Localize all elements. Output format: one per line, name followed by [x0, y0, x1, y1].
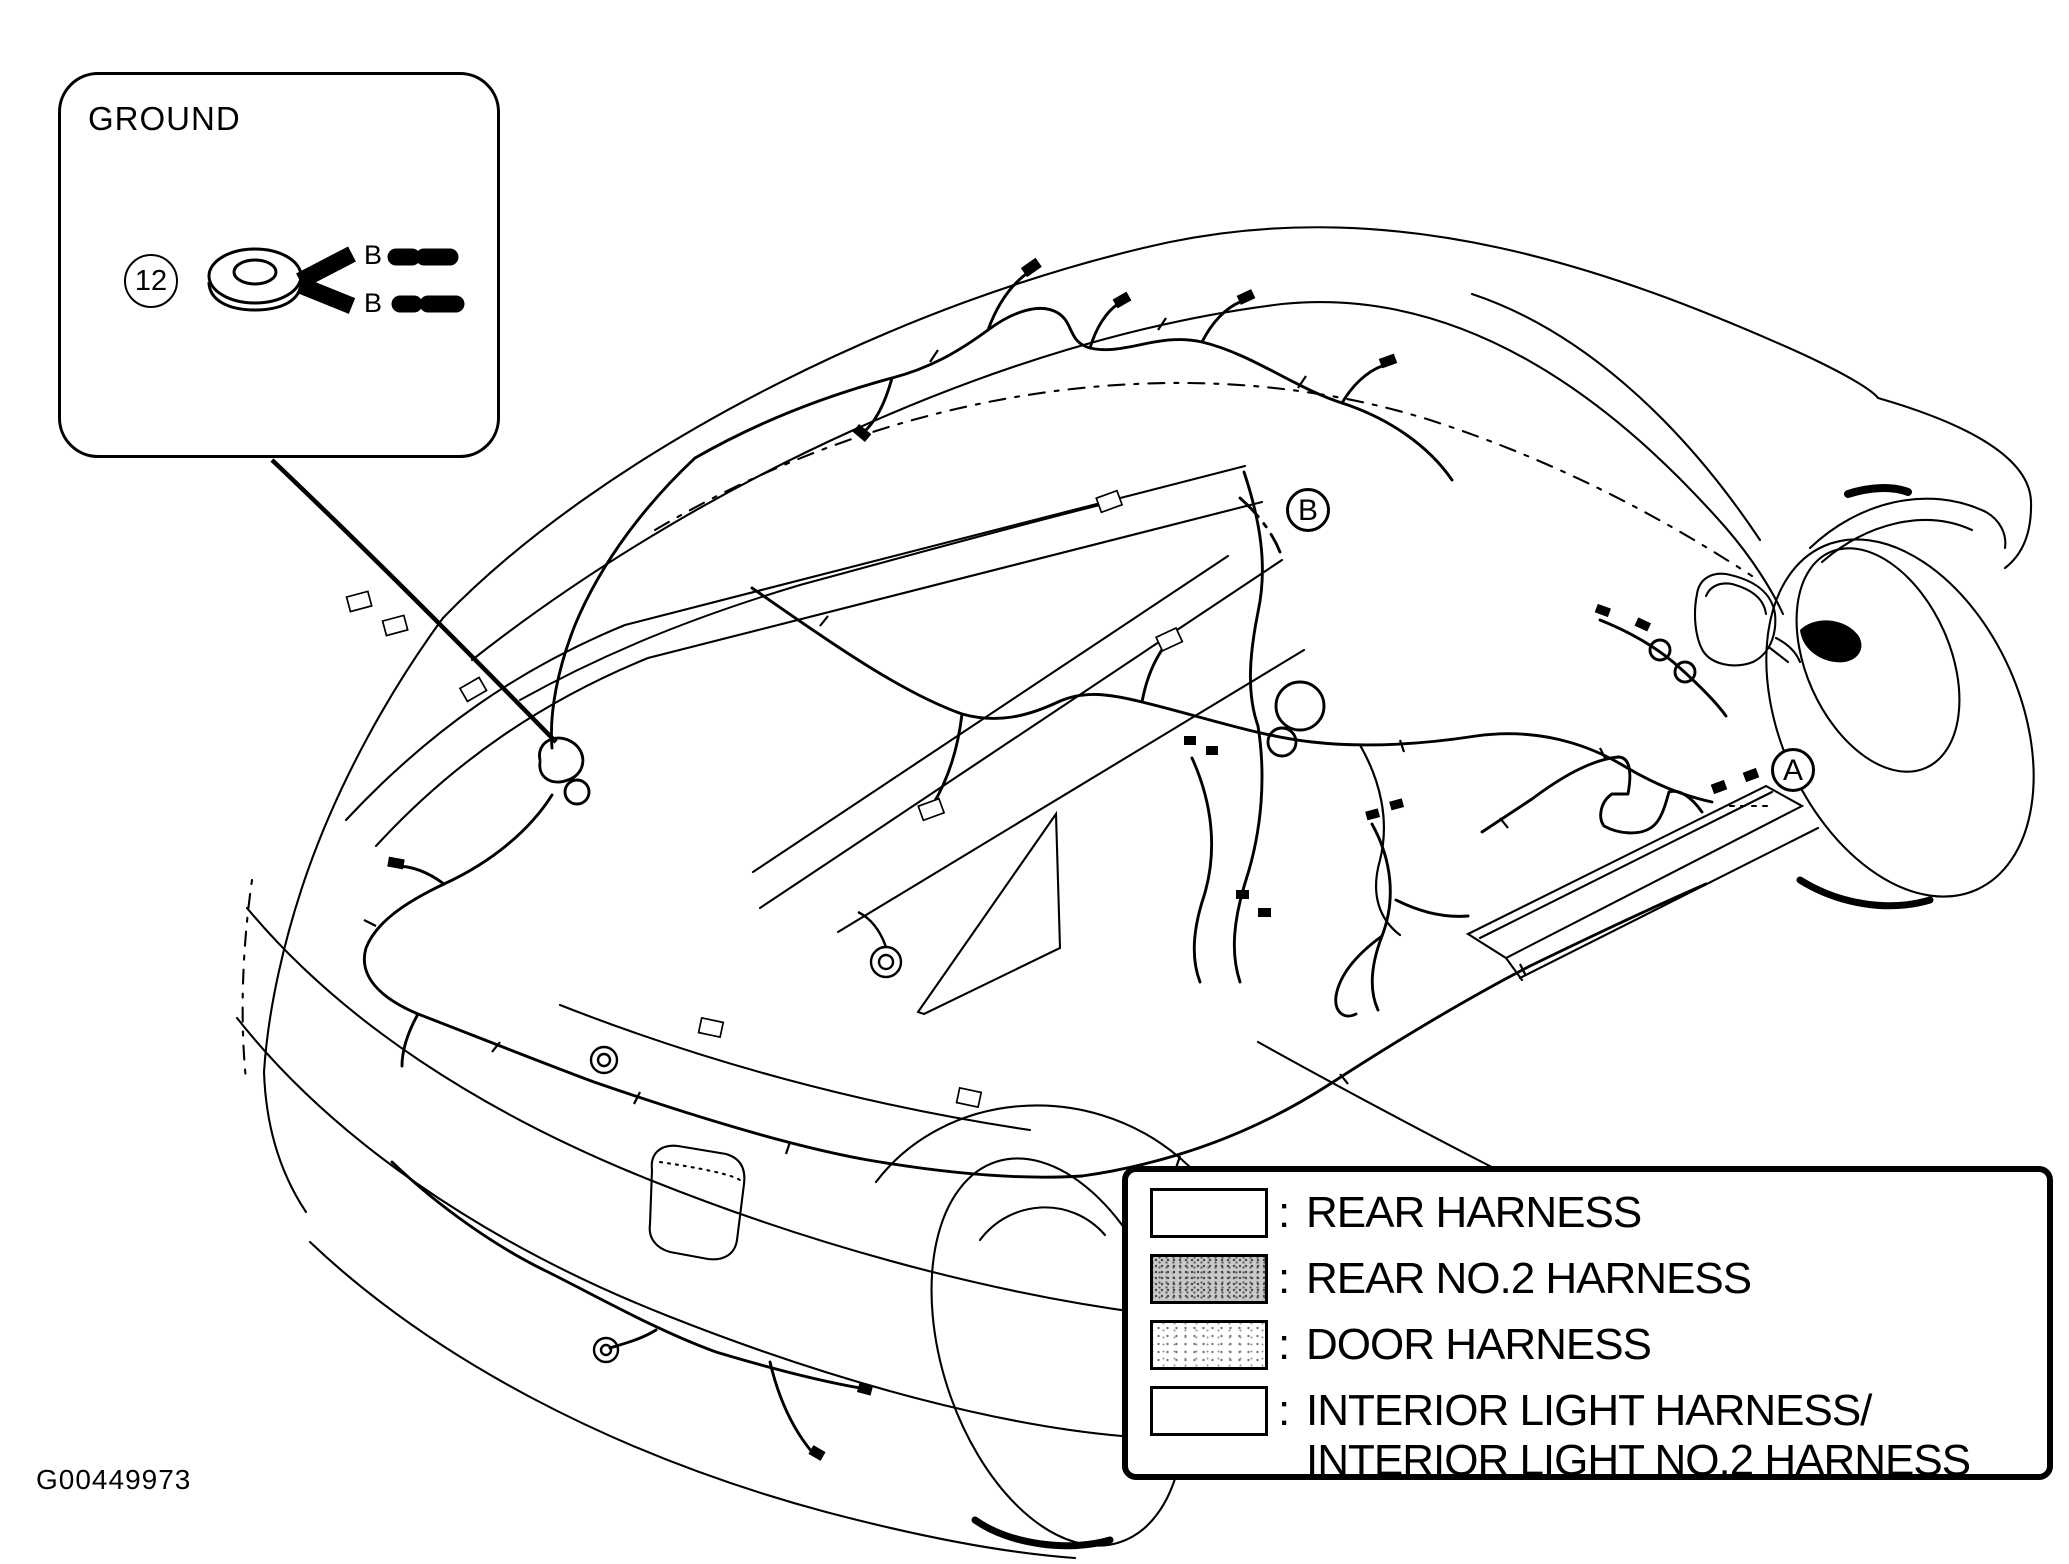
legend-colon: : — [1278, 1188, 1291, 1237]
rear-bumper-arc-3 — [310, 1242, 1075, 1558]
connector-block — [1743, 768, 1760, 782]
grommet — [598, 1054, 610, 1066]
side-mirror-inner-line — [1706, 584, 1766, 615]
mid-harness-branch — [1142, 644, 1166, 702]
legend-label-rear-harness: REAR HARNESS — [1306, 1188, 1642, 1237]
connector-block — [1258, 908, 1271, 917]
cowl-harness-loop — [1650, 640, 1670, 660]
connector-block — [460, 677, 487, 701]
ground-knot-loop — [565, 780, 589, 804]
connector-block — [387, 857, 404, 870]
ground-box-title: GROUND — [88, 100, 241, 137]
center-floor-harness — [1192, 758, 1212, 982]
taillight-outline — [650, 1146, 745, 1260]
cowl-harness — [1600, 620, 1726, 716]
connector-block — [383, 615, 408, 635]
fender-shading — [1848, 488, 1908, 494]
rear-bumper-harness — [392, 1162, 860, 1388]
floor-harness-to-front — [1082, 884, 1706, 1176]
connector-block — [1711, 780, 1728, 794]
front-door-sill-band — [1468, 786, 1802, 958]
connector-block — [1389, 798, 1404, 810]
body-silhouette-roof-hood — [443, 227, 2031, 618]
door-harness-swatch — [1150, 1320, 1268, 1370]
legend-label-interior-light-no2-harness: INTERIOR LIGHT NO.2 HARNESS — [1306, 1436, 1971, 1485]
legend-label-interior-light-harness: INTERIOR LIGHT HARNESS/ — [1306, 1386, 1872, 1435]
connector-block — [957, 1088, 982, 1107]
harness-bracket-blob — [1800, 620, 1861, 662]
grommet — [879, 955, 893, 969]
grommet — [594, 1338, 618, 1362]
bpillar-harness-loop — [1268, 728, 1296, 756]
pillar-harness-descent — [551, 458, 695, 748]
bpillar-harness-loop — [1276, 682, 1324, 730]
ground-wire-label-bottom: B — [364, 288, 383, 318]
connector-block — [1206, 746, 1218, 755]
door-window-outline — [918, 814, 1060, 1014]
connector-block — [918, 799, 944, 821]
roof-drip-rail-dashdot — [655, 383, 1752, 576]
connector-block — [1635, 617, 1651, 631]
callout-circle-b: B — [1286, 488, 1330, 532]
connector-block — [699, 1018, 724, 1037]
ground-knot-loop — [539, 738, 582, 782]
windshield-pillar-line — [1472, 294, 1760, 540]
body-near-roof-edge — [472, 302, 1783, 660]
grommet — [591, 1047, 617, 1073]
interior-light-harness-swatch — [1150, 1386, 1268, 1436]
legend-label-door-harness: DOOR HARNESS — [1306, 1320, 1651, 1369]
rear-harness-branch — [396, 866, 444, 884]
connector-block — [1096, 491, 1122, 513]
front-floor-zigzag-harness — [1482, 757, 1702, 833]
legend-label-rear-no2-harness: REAR NO.2 HARNESS — [1306, 1254, 1752, 1303]
rear-harness-swatch — [1150, 1188, 1268, 1238]
connector-block — [1156, 628, 1182, 651]
rear-tire-contact-shading — [975, 1520, 1110, 1546]
mid-harness-branch — [932, 714, 962, 806]
ground-wire-label-top: B — [364, 240, 383, 270]
grommet — [601, 1345, 611, 1355]
connector-block — [1184, 736, 1196, 745]
callout-circle-a: A — [1771, 748, 1815, 792]
hatch-frame-rail-2 — [376, 502, 1262, 846]
floor-rail — [838, 650, 1304, 932]
legend-colon: : — [1278, 1386, 1291, 1435]
roof-harness-branch — [1342, 366, 1382, 403]
connector-block — [1365, 808, 1380, 820]
seat-area-harness-branch — [1396, 900, 1468, 916]
rear-harness-main — [364, 795, 1082, 1177]
front-tire-contact-shading — [1800, 880, 1930, 906]
mid-cross-harness — [752, 588, 1712, 802]
rear-body-edge — [264, 618, 443, 1212]
connector-block — [808, 1445, 825, 1461]
grommet — [871, 947, 901, 977]
side-mirror-stalk — [1770, 638, 1800, 662]
harness-legend-box — [1122, 1166, 2053, 1485]
connector-block — [1595, 604, 1611, 617]
roof-harness-branch — [1202, 302, 1240, 342]
connector-block — [1236, 890, 1249, 899]
side-mirror — [1695, 574, 1775, 666]
ground-item-number-badge — [124, 254, 178, 308]
floor-edge-line — [560, 1005, 1030, 1130]
roof-side-rail-1 — [753, 556, 1228, 872]
connector-block — [1379, 354, 1397, 369]
figure-id: G00449973 — [36, 1464, 192, 1495]
ground-item-number: 12 — [134, 265, 168, 297]
connector-block — [857, 1382, 873, 1395]
taillight-hatch-dots — [660, 1162, 740, 1180]
hatch-rail-harness — [520, 505, 1100, 700]
roof-side-rail-2 — [760, 560, 1282, 908]
legend-colon: : — [1278, 1320, 1291, 1369]
ground-leader-line — [272, 460, 556, 742]
rear-bumper-arc-2 — [237, 1018, 1122, 1436]
rear-no2-harness-swatch — [1150, 1254, 1268, 1304]
connector-block — [347, 591, 372, 611]
front-door-sill-inner — [1480, 792, 1772, 938]
legend-colon: : — [1278, 1254, 1291, 1303]
grommets — [591, 912, 901, 1362]
rear-bumper-arc-1 — [247, 908, 1185, 1318]
rear-wheel-rim-arc — [980, 1207, 1105, 1240]
